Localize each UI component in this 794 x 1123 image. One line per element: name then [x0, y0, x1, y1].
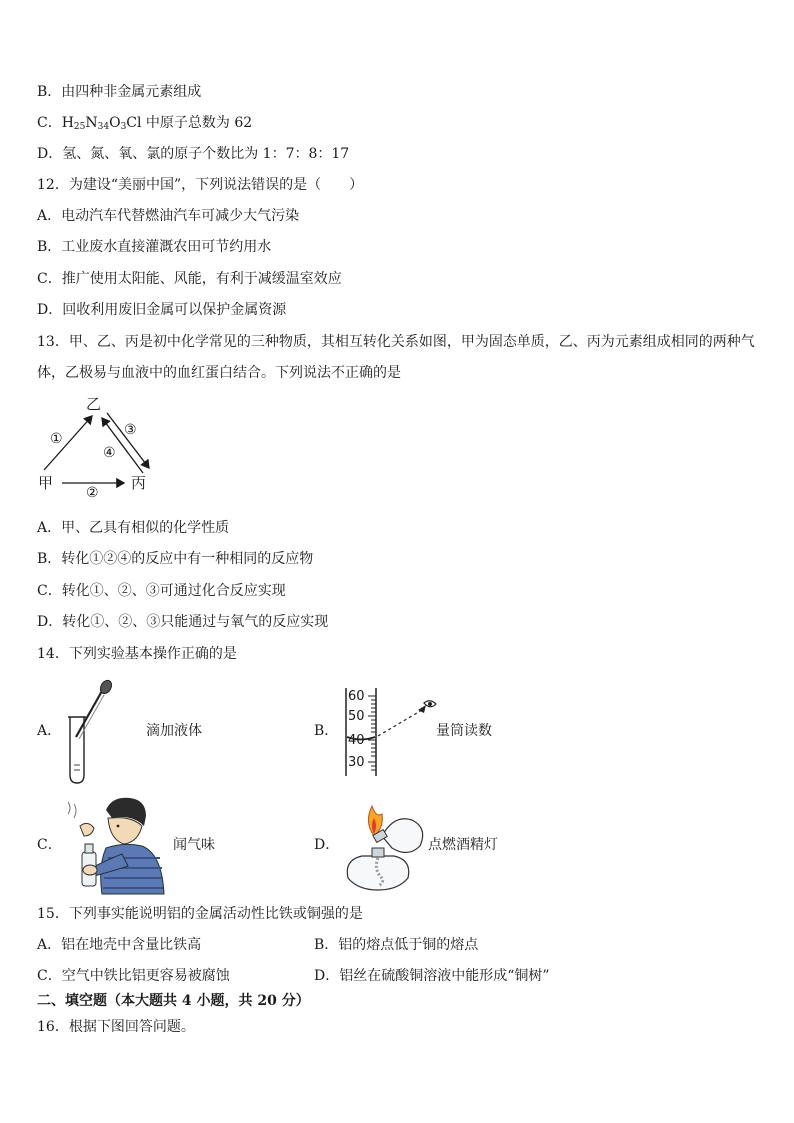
q16-stem: 16．根据下图回答问题。 — [37, 1019, 195, 1035]
alcohol-lamp-figure — [338, 796, 428, 894]
q13-stem-line2: 体，乙极易与血液中的血红蛋白结合。下列说法不正确的是 — [37, 365, 401, 381]
alcohol-lamp-svg — [338, 796, 428, 894]
q14-option-d-caption: 点燃酒精灯 — [428, 837, 498, 853]
dropper-test-tube-svg — [62, 677, 122, 787]
q14-option-b-letter: B． — [314, 723, 339, 739]
node-jia: 甲 — [38, 474, 54, 492]
q12-option-c: C．推广使用太阳能、风能，有利于减缓温室效应 — [37, 271, 342, 287]
q14-option-d-letter: D． — [314, 837, 340, 853]
q13-stem-line1: 13．甲、乙、丙是初中化学常见的三种物质，其相互转化关系如图，甲为固态单质，乙、丙为元素组成相同的两种气 — [37, 334, 755, 350]
q14-option-c-caption: 闻气味 — [173, 837, 215, 853]
node-bing: 丙 — [131, 474, 147, 492]
section-heading-fill-in: 二、填空题（本大题共 4 小题，共 20 分） — [37, 993, 310, 1009]
q12-option-d: D．回收利用废旧金属可以保护金属资源 — [37, 302, 287, 318]
q13-option-a: A．甲、乙具有相似的化学性质 — [37, 520, 230, 536]
q12-stem: 12．为建设“美丽中国”，下列说法错误的是（ ） — [37, 177, 364, 193]
q11-c-sub1: 25 — [73, 122, 86, 132]
q13-option-d: D．转化①、②、③只能通过与氧气的反应实现 — [37, 614, 329, 630]
q11-c-sub2: 34 — [97, 122, 110, 132]
q11-c-suffix: Cl 中原子总数为 62 — [126, 115, 253, 131]
label-step-3: ③ — [124, 422, 137, 438]
node-yi: 乙 — [86, 395, 102, 413]
q15-option-a: A．铝在地壳中含量比铁高 — [37, 937, 202, 953]
tick-label-30: 30 — [348, 755, 365, 770]
label-step-4: ④ — [103, 445, 116, 461]
q11-option-c — [37, 114, 252, 132]
graduated-cylinder-figure — [340, 686, 440, 778]
q13-option-b: B．转化①②④的反应中有一种相同的反应物 — [37, 551, 314, 567]
q13-option-c: C．转化①、②、③可通过化合反应实现 — [37, 583, 286, 599]
q13-conversion-diagram — [36, 394, 166, 501]
q15-option-c: C．空气中铁比铝更容易被腐蚀 — [37, 968, 230, 984]
q14-option-a-letter: A． — [37, 723, 62, 739]
smelling-figure — [62, 796, 170, 896]
q11-c-mid1: N — [85, 115, 98, 131]
q11-c-sub3: 3 — [120, 122, 127, 132]
q14-option-a-caption: 滴加液体 — [146, 723, 202, 739]
q14-stem: 14．下列实验基本操作正确的是 — [37, 646, 237, 662]
q11-option-b: B．由四种非金属元素组成 — [37, 84, 202, 100]
q15-option-d: D．铝丝在硫酸铜溶液中能形成“铜树” — [314, 968, 550, 984]
dropper-test-tube-figure — [62, 677, 122, 787]
tick-label-40: 40 — [348, 733, 365, 748]
q11-c-prefix: C．H — [37, 115, 74, 131]
q12-option-b: B．工业废水直接灌溉农田可节约用水 — [37, 239, 272, 255]
label-step-2: ② — [86, 485, 99, 501]
q14-option-b-caption: 量筒读数 — [436, 723, 492, 739]
q11-c-mid2: O — [109, 115, 121, 131]
label-step-1: ① — [50, 431, 63, 447]
q15-option-b: B．铝的熔点低于铜的熔点 — [314, 937, 479, 953]
tick-label-50: 50 — [348, 709, 365, 724]
q14-option-c-letter: C． — [37, 837, 62, 853]
smelling-svg — [62, 796, 170, 896]
q11-option-d: D．氢、氮、氧、氯的原子个数比为 1：7：8：17 — [37, 146, 350, 162]
q12-option-a: A．电动汽车代替燃油汽车可减少大气污染 — [37, 208, 300, 224]
q15-stem: 15．下列事实能说明铝的金属活动性比铁或铜强的是 — [37, 906, 363, 922]
tick-label-60: 60 — [348, 689, 365, 704]
